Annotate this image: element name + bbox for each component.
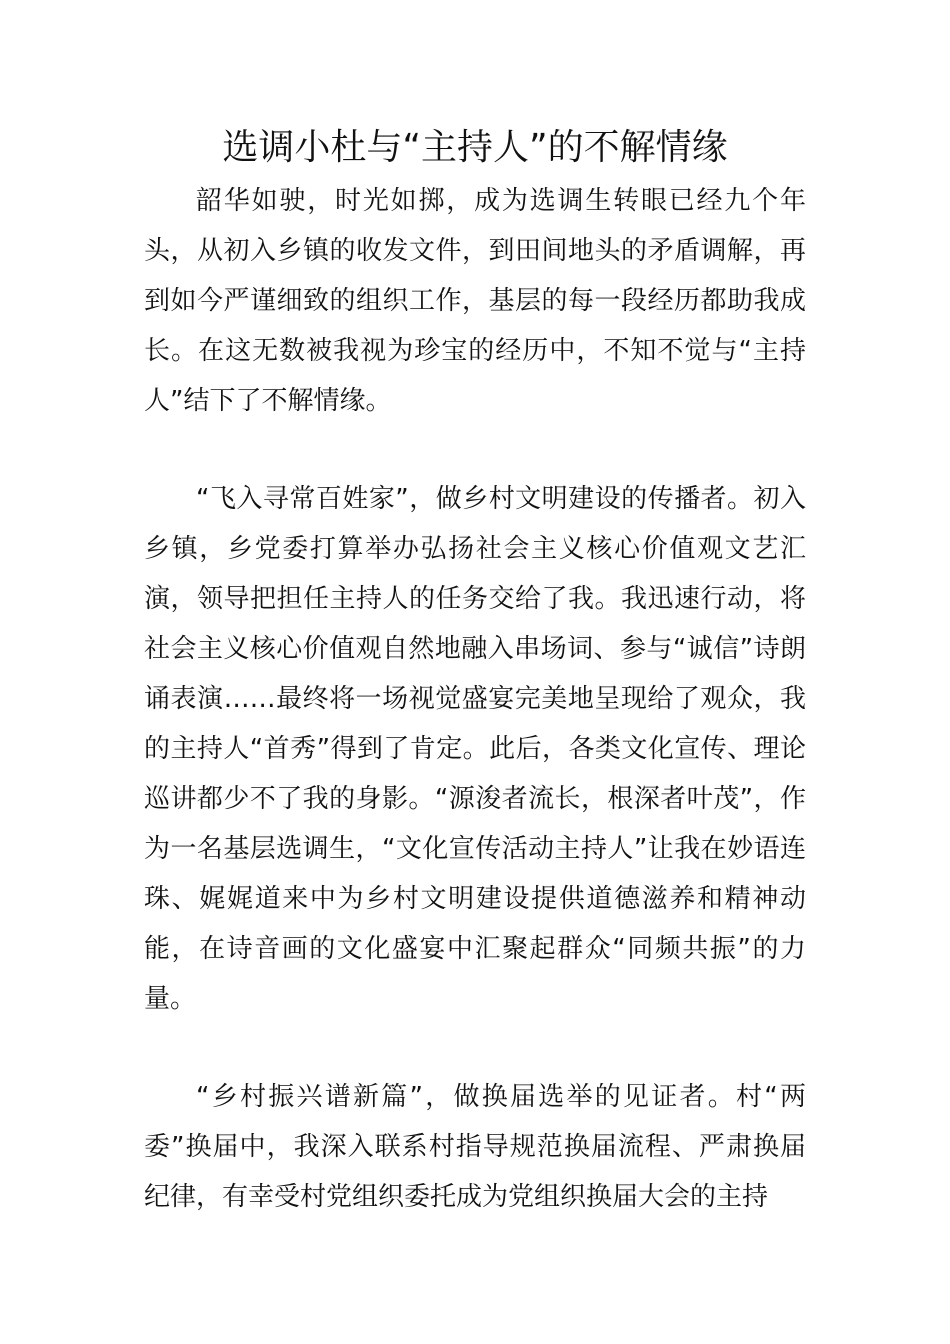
- paragraph-3: “乡村振兴谱新篇”，做换届选举的见证者。村“两委”换届中，我深入联系村指导规范换届流程、严肃换届纪律，有幸受村党组织委托成为党组织换届大会的主持: [144, 1082, 806, 1212]
- document-title: 选调小杜与“主持人”的不解情缘: [222, 127, 728, 168]
- paragraph-2: “飞入寻常百姓家”，做乡村文明建设的传播者。初入乡镇，乡党委打算举办弘扬社会主义核心价值观文艺汇演，领导把担任主持人的任务交给了我。我迅速行动，将社会主义核心价值观自然地融入串场词、参与“诚信”诗朗诵表演……最终将一场视觉盛宴完美地呈现给了观众，我的主持人“首秀”得到了肯定。此后，各类文化宣传、理论巡讲都少不了我的身影。“源浚者流长，根深者叶茂”，作为一名基层选调生，“文化宣传活动主持人”让我在妙语连珠、娓娓道来中为乡村文明建设提供道德滋养和精神动能，在诗音画的文化盛宴中汇聚起群众“同频共振”的力量。: [144, 484, 806, 1014]
- paragraph-1: 韶华如驶，时光如掷，成为选调生转眼已经九个年头，从初入乡镇的收发文件，到田间地头的矛盾调解，再到如今严谨细致的组织工作，基层的每一段经历都助我成长。在这无数被我视为珍宝的经历中，不知不觉与“主持人”结下了不解情缘。: [144, 186, 806, 416]
